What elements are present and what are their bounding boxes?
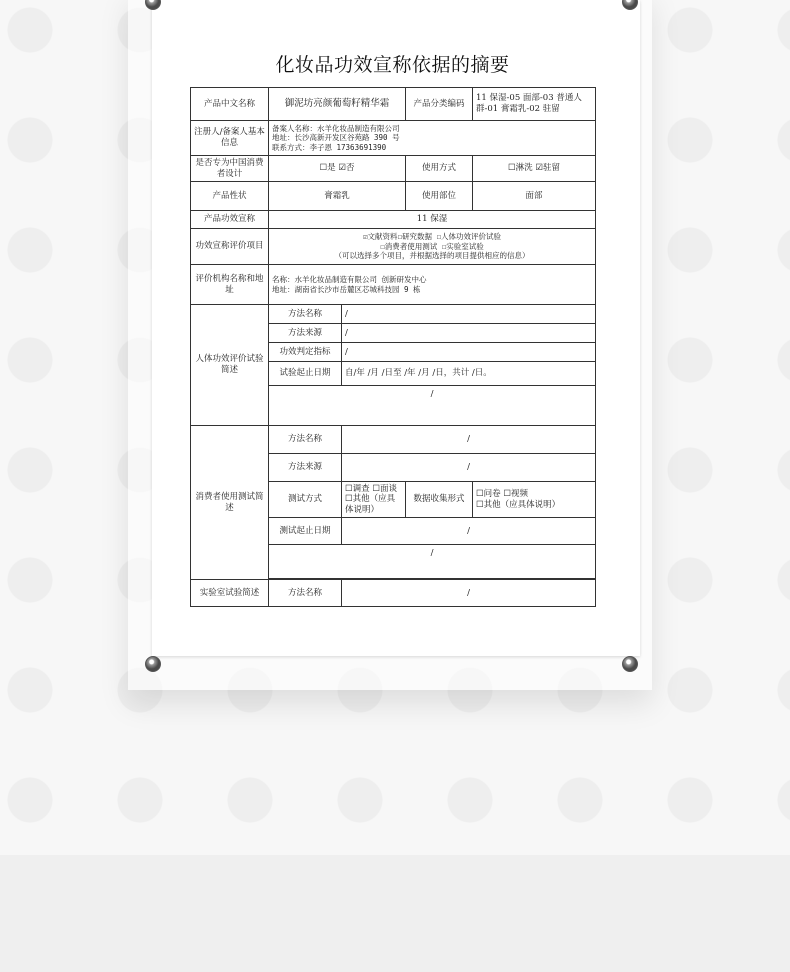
consumer-method-name-value: / [342,426,596,454]
table-row [191,88,596,121]
china-design-options: ☐是 ☑否 [269,156,406,182]
form-label: 产品性状 [191,182,269,211]
consumer-test-mode-label: 测试方式 [269,482,342,518]
consumer-test-mode-options [342,482,406,518]
human-period-label: 试验起止日期 [269,362,342,386]
eval-items-value [269,229,596,265]
consumer-method-name-label: 方法名称 [269,426,342,454]
china-design-label: 是否专为中国消费者设计 [191,156,269,182]
eval-items-line: （可以选择多个项目，并根据选择的项目提供相应的信息） [334,251,530,261]
consumer-method-source-label: 方法来源 [269,454,342,482]
document-title: 化妆品功效宣称依据的摘要 [275,54,510,76]
human-method-name-value: / [342,305,596,324]
claim-value: 11 保湿 [269,211,596,229]
human-period-value: 自/年 /月 /日至 /年 /月 /日，共计 /日。 [342,362,596,386]
consumer-method-source-value: / [342,454,596,482]
eval-items-line: ☑文献资料☐研究数据 ☐人体功效评价试验 [362,232,502,242]
table-row [191,265,596,305]
human-test-label: 人体功效评价试验简述 [191,305,269,426]
claim-summary-table [190,87,596,607]
registrant-value [269,121,596,156]
registrant-line: 联系方式：李子恩 17363691390 [272,142,387,152]
part-label: 使用部位 [406,182,473,211]
lab-method-name-label: 方法名称 [269,580,342,607]
table-row [191,182,596,211]
registrant-line: 备案人名称：水羊化妆品制造有限公司 [272,123,400,133]
human-method-source-label: 方法来源 [269,324,342,343]
table-row [191,426,596,454]
institution-line: 地址：湖南省长沙市岳麓区芯城科技园 9 栋 [272,284,421,294]
consumer-test-label: 消费者使用测试简述 [191,426,269,580]
human-method-name-label: 方法名称 [269,305,342,324]
eval-items-label: 功效宣称评价项目 [191,229,269,265]
table-row [191,229,596,265]
table-row [191,121,596,156]
institution-label: 评价机构名称和地址 [191,265,269,305]
usage-label: 使用方式 [406,156,473,182]
screw-icon [622,656,638,672]
table-row [191,156,596,182]
institution-value [269,265,596,305]
collection-line: ☐问卷 ☐视频 [476,488,528,499]
collection-line: ☐其他（应具体说明） [476,499,561,510]
category-value: 11 保湿-05 面部-03 普通人群-01 膏霜乳-02 驻留 [473,88,596,121]
institution-line: 名称：水羊化妆品制造有限公司 创新研发中心 [272,275,427,285]
bottom-strip [0,855,790,972]
human-note: / [269,386,596,426]
form-value: 膏霜乳 [269,182,406,211]
table-row [191,211,596,229]
human-indicator-label: 功效判定指标 [269,343,342,362]
product-name-label: 产品中文名称 [191,88,269,121]
claim-label: 产品功效宣称 [191,211,269,229]
lab-test-label: 实验室试验简述 [191,580,269,607]
table-row [191,580,596,607]
product-name-value: 御泥坊亮颜葡萄籽精华霜 [269,88,406,121]
consumer-period-label: 测试起止日期 [269,518,342,545]
test-mode-line: ☐其他（应具体说明） [345,494,396,515]
consumer-collection-label: 数据收集形式 [406,482,473,518]
category-label: 产品分类编码 [406,88,473,121]
registrant-line: 地址：长沙高新开发区谷苑路 390 号 [272,133,400,143]
consumer-note: / [269,545,596,579]
table-row [191,305,596,324]
human-indicator-value: / [342,343,596,362]
human-method-source-value: / [342,324,596,343]
test-mode-line: ☐调查 ☐面谈 [345,483,397,494]
registrant-label: 注册人/备案人基本信息 [191,121,269,156]
consumer-period-value: / [342,518,596,545]
lab-method-name-value: / [342,580,596,607]
part-value: 面部 [473,182,596,211]
consumer-collection-options [473,482,596,518]
usage-options: ☐淋洗 ☑驻留 [473,156,596,182]
eval-items-line: ☐消费者使用测试 ☐实验室试验 [380,241,484,251]
screw-icon [145,656,161,672]
